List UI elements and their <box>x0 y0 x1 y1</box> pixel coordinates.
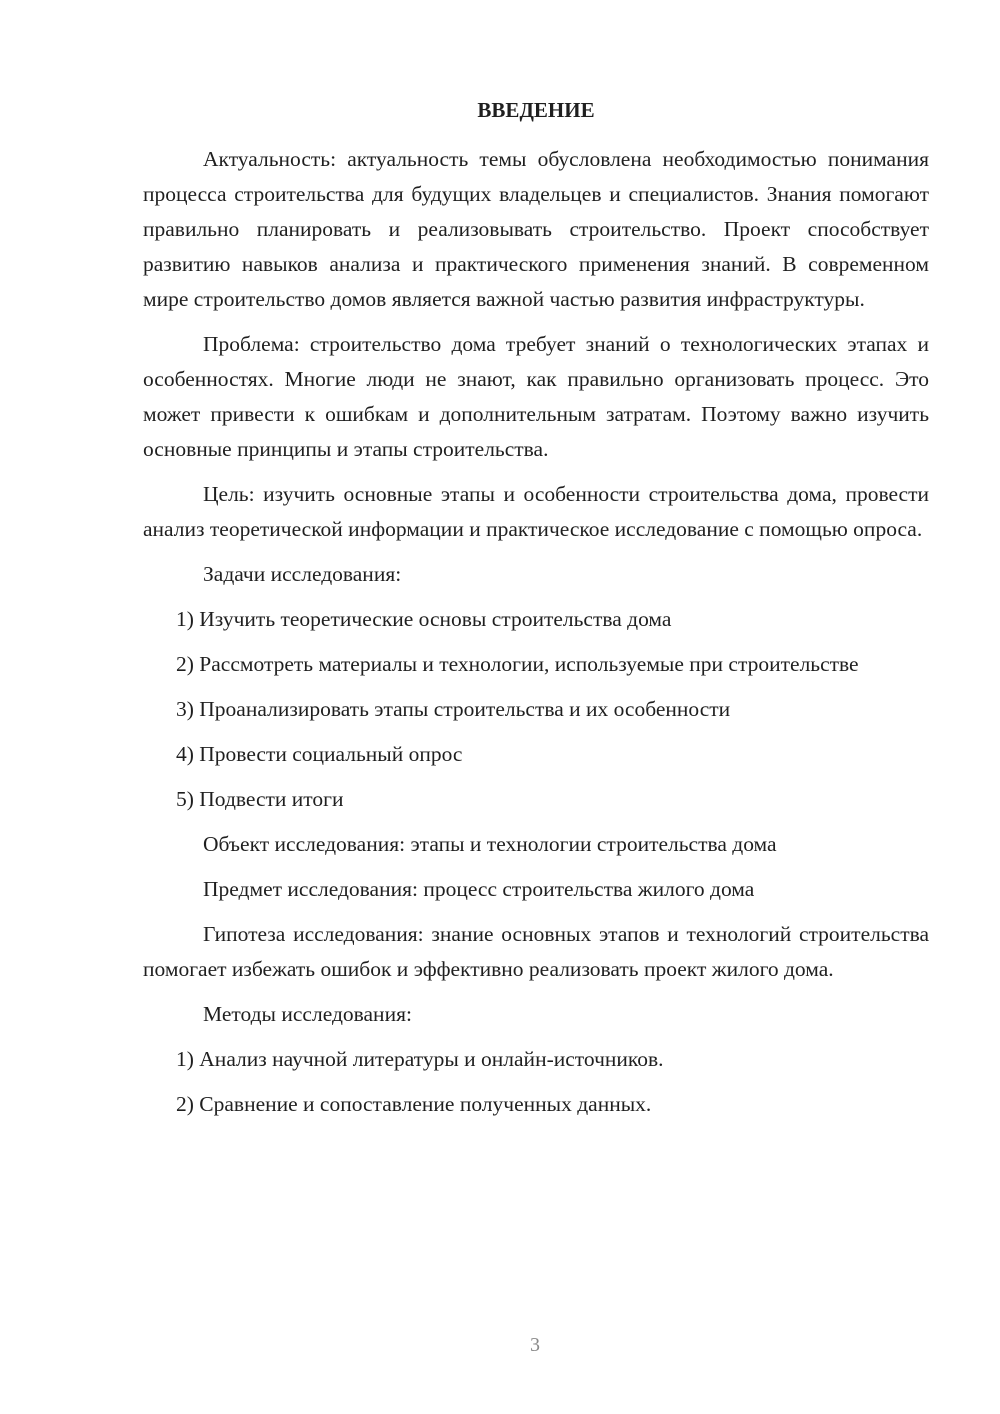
methods-heading: Методы исследования: <box>203 1002 412 1026</box>
task-item: 4) Провести социальный опрос <box>176 742 463 766</box>
research-hypothesis: Гипотеза исследования: знание основных этапов и технологий строительства помогает избежать ошибок и эффективно реализовать проект жилого дома. <box>143 922 929 981</box>
method-item: 1) Анализ научной литературы и онлайн-источников. <box>176 1047 664 1071</box>
task-item: 1) Изучить теоретические основы строительства дома <box>176 607 672 631</box>
task-item: 2) Рассмотреть материалы и технологии, используемые при строительстве <box>176 652 859 676</box>
problem-paragraph: Проблема: строительство дома требует знаний о технологических этапах и особенностях. Многие люди не знают, как правильно организовать процесс. Это может привести к ошибкам и дополнительным затратам. Поэтому важно изучить основные принципы и этапы строительства. <box>143 332 929 461</box>
page-number: 3 <box>530 1334 540 1356</box>
task-item: 5) Подвести итоги <box>176 787 344 811</box>
tasks-heading: Задачи исследования: <box>203 562 402 586</box>
document-page <box>143 94 929 1132</box>
task-item: 3) Проанализировать этапы строительства и их особенности <box>176 697 731 721</box>
research-subject: Предмет исследования: процесс строительства жилого дома <box>203 877 755 901</box>
research-object: Объект исследования: этапы и технологии строительства дома <box>203 832 777 856</box>
section-title: ВВЕДЕНИЕ <box>477 98 595 122</box>
goal-paragraph: Цель: изучить основные этапы и особенности строительства дома, провести анализ теоретической информации и практическое исследование с помощью опроса. <box>143 482 929 541</box>
relevance-paragraph: Актуальность: актуальность темы обусловлена необходимостью понимания процесса строительства для будущих владельцев и специалистов. Знания помогают правильно планировать и реализовывать строительство. Проект способствует развитию навыков анализа и практического применения знаний. В современном мире строительство домов является важной частью развития инфраструктуры. <box>143 147 929 311</box>
method-item: 2) Сравнение и сопоставление полученных данных. <box>176 1092 652 1116</box>
